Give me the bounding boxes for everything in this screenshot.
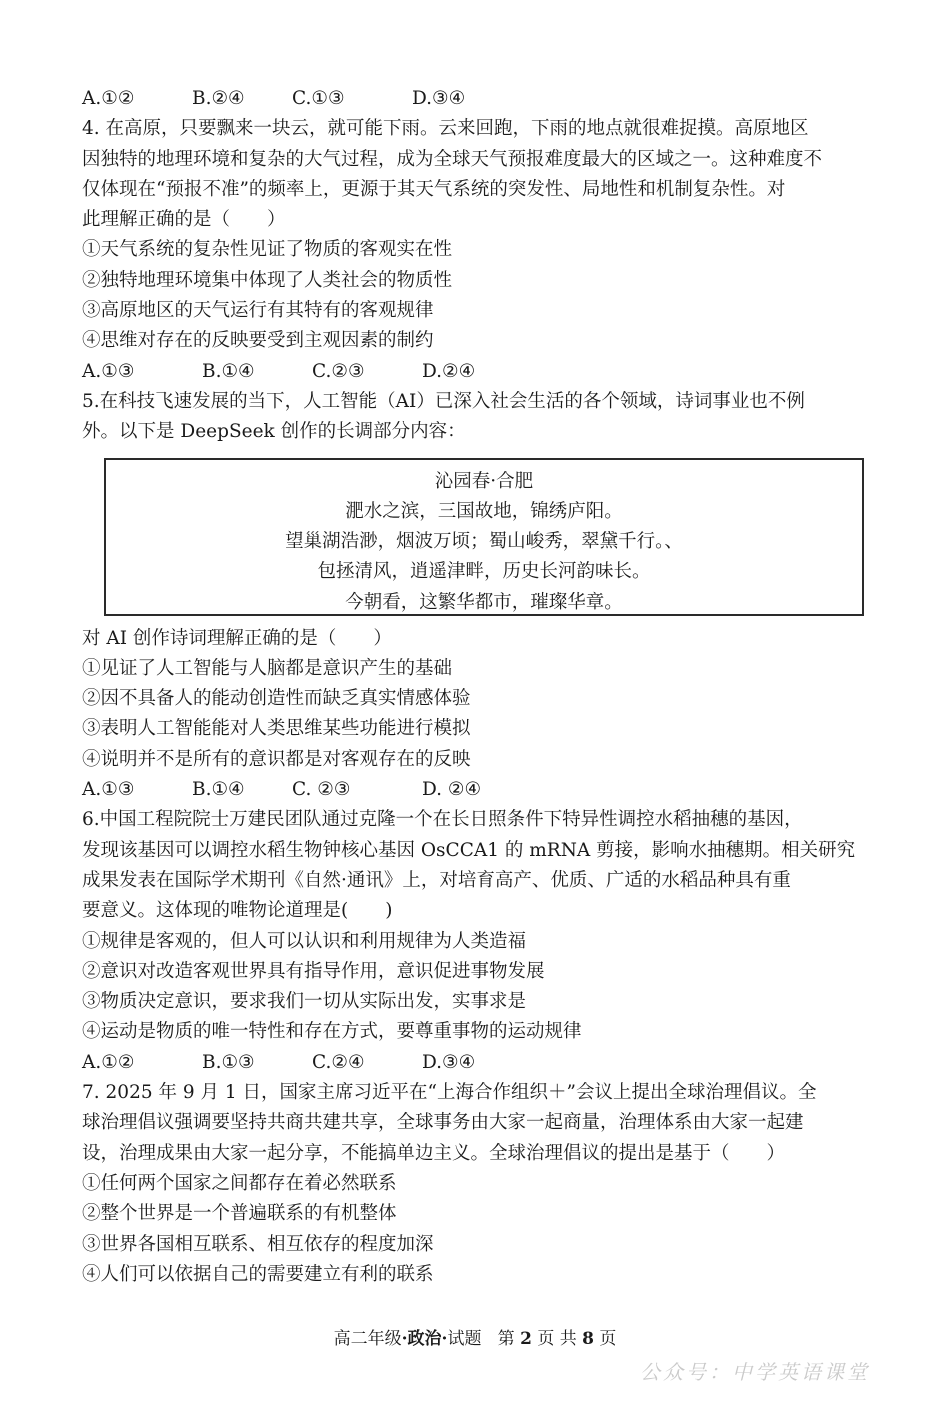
q6-option-a: A.①② (82, 1051, 135, 1073)
q4-option-b: B.①④ (202, 360, 255, 382)
question-4 (82, 114, 872, 387)
q6-options (82, 1048, 872, 1078)
q5-stem-line: 5.在科技飞速发展的当下，人工智能（AI）已深入社会生活的各个领域，诗词事业也不例 (82, 390, 805, 412)
q3-options (82, 84, 872, 114)
q6-item-2: ②意识对改造客观世界具有指导作用，意识促进事物发展 (82, 960, 545, 982)
footer-grade: 高二年级 (333, 1329, 402, 1349)
q4-option-c: C.②③ (312, 360, 365, 382)
q4-stem-line: 此理解正确的是（ ） (82, 209, 286, 231)
q6-stem-line: 要意义。这体现的唯物论道理是( ) (82, 900, 393, 922)
q4-item-1: ①天气系统的复杂性见证了物质的客观实在性 (82, 239, 453, 261)
footer-type: 试题 (447, 1329, 482, 1349)
q4-item-4: ④思维对存在的反映要受到主观因素的制约 (82, 330, 434, 352)
footer-page-number: 2 (520, 1329, 532, 1349)
watermark: 公众号：中学英语课堂 (640, 1360, 870, 1384)
poem-line: 望巢湖浩渺，烟波万顷；蜀山峻秀，翠黛千行。、 (285, 531, 683, 553)
q5-item-1: ①见证了人工智能与人脑都是意识产生的基础 (82, 657, 453, 679)
footer-subject: 政治 (407, 1329, 442, 1349)
q3-option-a: A.①② (82, 88, 135, 109)
exam-content (82, 84, 872, 1290)
q5-item-4: ④说明并不是所有的意识都是对客观存在的反映 (82, 748, 471, 770)
q6-option-b: B.①③ (202, 1051, 255, 1073)
q4-option-d: D.②④ (422, 360, 476, 382)
q5-stem-line: 外。以下是 DeepSeek 创作的长调部分内容： (82, 421, 466, 443)
q7-stem-line: 设，治理成果由大家一起分享，不能搞单边主义。全球治理倡议的提出是基于（ ） (82, 1142, 786, 1164)
page-footer: 高二年级·政治·试题 第 2 页 共 8 页 (333, 1329, 617, 1349)
question-7 (82, 1078, 872, 1290)
footer-page-text-2: 页 共 (537, 1329, 577, 1349)
q5-question: 对 AI 创作诗词理解正确的是（ ） (82, 627, 392, 649)
poem-title: 沁园春·合肥 (434, 470, 534, 492)
poem-line: 今朝看，这繁华都市，璀璨华章。 (345, 591, 623, 613)
q7-stem-line: 7. 2025 年 9 月 1 日，国家主席习近平在“上海合作组织＋”会议上提出全球治理倡议。全 (82, 1082, 817, 1104)
q6-item-1: ①规律是客观的，但人可以认识和利用规律为人类造福 (82, 930, 527, 952)
question-6 (82, 805, 872, 1078)
q6-item-4: ④运动是物质的唯一特性和存在方式，要尊重事物的运动规律 (82, 1021, 582, 1043)
poem-box (104, 458, 864, 616)
q7-item-2: ②整个世界是一个普遍联系的有机整体 (82, 1203, 397, 1225)
q7-item-1: ①任何两个国家之间都存在着必然联系 (82, 1172, 397, 1194)
q7-item-4: ④人们可以依据自己的需要建立有利的联系 (82, 1263, 434, 1285)
q4-item-2: ②独特地理环境集中体现了人类社会的物质性 (82, 269, 453, 291)
q6-stem-line: 6.中国工程院院士万建民团队通过克隆一个在长日照条件下特异性调控水稻抽穗的基因， (82, 809, 803, 831)
q4-stem-line: 仅体现在“预报不准”的频率上，更源于其天气系统的突发性、局地性和机制复杂性。对 (82, 178, 786, 200)
q5-option-a: A.①③ (82, 779, 135, 801)
q4-options (82, 357, 872, 387)
q7-stem-line: 球治理倡议强调要坚持共商共建共享，全球事务由大家一起商量，治理体系由大家一起建 (82, 1112, 804, 1134)
q6-stem-line: 发现该基因可以调控水稻生物钟核心基因 OsCCA1 的 mRNA 剪接，影响水抽穗期。相关研究 (82, 839, 856, 861)
q3-option-b: B.②④ (192, 88, 245, 109)
q5-item-3: ③表明人工智能能对人类思维某些功能进行模拟 (82, 718, 471, 740)
q3-option-d: D.③④ (412, 88, 466, 109)
q4-option-a: A.①③ (82, 360, 135, 382)
q5-option-d: D. ②④ (422, 779, 482, 801)
q6-option-c: C.②④ (312, 1051, 365, 1073)
q4-stem-line: 因独特的地理环境和复杂的大气过程，成为全球天气预报难度最大的区域之一。这种难度不 (82, 148, 823, 170)
q4-item-3: ③高原地区的天气运行有其特有的客观规律 (82, 300, 434, 322)
q6-stem-line: 成果发表在国际学术期刊《自然·通讯》上，对培育高产、优质、广适的水稻品种具有重 (82, 869, 791, 891)
q5-options (82, 775, 872, 805)
poem-line: 包拯清风，逍遥津畔，历史长河韵味长。 (317, 561, 651, 583)
q5-option-b: B.①④ (192, 779, 245, 801)
q5-option-c: C. ②③ (292, 779, 351, 801)
question-5 (82, 387, 872, 805)
poem-line: 淝水之滨，三国故地，锦绣庐阳。 (345, 500, 623, 522)
q6-option-d: D.③④ (422, 1051, 476, 1073)
q5-item-2: ②因不具备人的能动创造性而缺乏真实情感体验 (82, 688, 471, 710)
footer-page-text-3: 页 (599, 1329, 617, 1349)
q7-item-3: ③世界各国相互联系、相互依存的程度加深 (82, 1233, 434, 1255)
q4-stem-line: 4. 在高原，只要飘来一块云，就可能下雨。云来回跑，下雨的地点就很难捉摸。高原地区 (82, 118, 809, 140)
q6-item-3: ③物质决定意识，要求我们一切从实际出发，实事求是 (82, 991, 527, 1013)
footer-page-text-1: 第 (497, 1329, 515, 1349)
q3-option-c: C.①③ (292, 88, 345, 109)
footer-total-pages: 8 (582, 1329, 594, 1349)
